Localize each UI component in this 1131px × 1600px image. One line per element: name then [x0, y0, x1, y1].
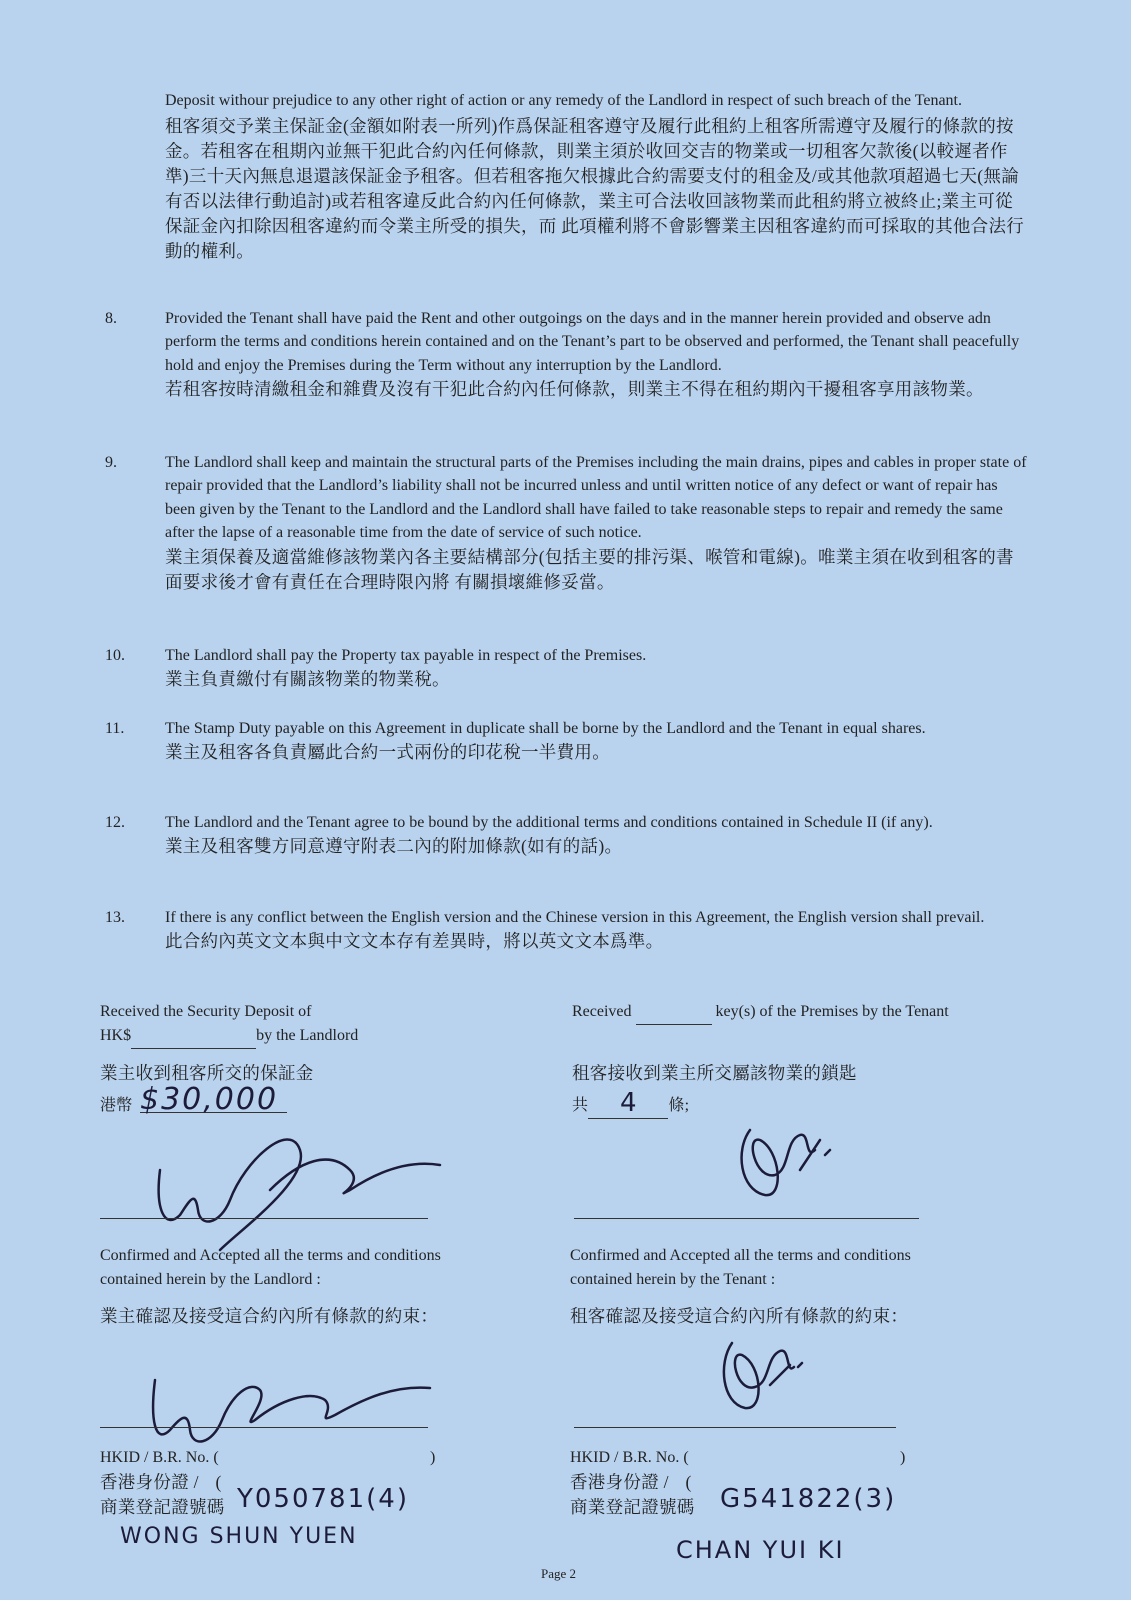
clause-zh: 業主須保養及適當維修該物業內各主要結構部分(包括主要的排污渠、喉管和電線)。唯業主須在收到租客的書面要求後才會有責任在合理時限內將 有關損壞維修妥當。 [165, 546, 1014, 592]
hkid-close-paren: ) [430, 1449, 436, 1466]
by-landlord-label: by the Landlord [256, 1027, 359, 1044]
landlord-deposit-block [100, 1000, 520, 1086]
clause-zh: 業主負責繳付有關該物業的物業稅。 [165, 669, 450, 690]
received-label: Received [572, 1003, 632, 1020]
confirm-en-2: contained herein by the Landlord : [100, 1271, 321, 1288]
clause-en: The Landlord shall pay the Property tax payable in respect of the Premises. [165, 647, 647, 664]
confirm-en-2: contained herein by the Tenant : [570, 1271, 776, 1288]
clause-zh: 業主及租客雙方同意遵守附表二內的附加條款(如有的話)。 [165, 836, 623, 857]
hkid-zh-1: 香港身份證 / [570, 1472, 669, 1492]
deposit-hk-label-zh: 港幣 [100, 1097, 133, 1114]
landlord-signature-line-1 [100, 1218, 428, 1219]
hkid-zh-2: 商業登記證號碼 [100, 1497, 225, 1517]
intro-zh: 租客須交予業主保証金(金額如附表一所列)作爲保証租客遵守及履行此租約上租客所需遵守及履行的條款的按金。若租客在租期內並無干犯此合約內任何條款，則業主須於收回交吉的物業或一切租客欠款後(以較遲者作準)三十天內無息退還該保証金予租客。但若租客拖欠根據此合約需要支付的租金及/或其他款項超過七天(無論有否以法律行動追討)或若租客違反此合約內任何條款，業主可合法收回該物業而此租約將立被終止;業主可從保証金內扣除因租客違約而令業主所受的損失，而 此項權利將不會影響業主因租客違約而可採取的其他合法行動的權利。 [165, 116, 1025, 262]
hkid-open-paren: ( [685, 1472, 692, 1492]
hkid-zh-1: 香港身份證 / [100, 1472, 199, 1492]
tenant-keys-block [572, 1000, 1012, 1086]
landlord-hkid-handwritten: Y050781(4) [237, 1484, 409, 1514]
tenant-signature-2 [710, 1325, 820, 1420]
confirm-en-1: Confirmed and Accepted all the terms and conditions [100, 1247, 441, 1264]
clause-en: If there is any conflict between the English version and the Chinese version in this Agreement, the English version shall prevail. [165, 909, 985, 926]
intro-paragraph [165, 89, 1027, 264]
keys-count-suffix: 條; [668, 1097, 690, 1114]
clause-10 [105, 644, 1027, 692]
clause-number: 10. [105, 647, 125, 664]
keys-label-zh: 租客接收到業主所交屬該物業的鎖匙 [572, 1063, 857, 1083]
clause-en: Provided the Tenant shall have paid the Rent and other outgoings on the days and in the manner herein provided and observe adn perform the terms and conditions herein contained and on the Tenant’s part to be observed and performed, the Tenant shall peacefully hold and enjoy the Premises during the Term without any interruption by the Landlord. [165, 310, 1020, 374]
tenant-signature-line-1 [574, 1218, 919, 1219]
deposit-label-en: Received the Security Deposit of [100, 1003, 312, 1020]
hkid-label-en [570, 1446, 910, 1470]
deposit-amount-handwritten: $30,000 [140, 1082, 279, 1117]
clause-en: The Stamp Duty payable on this Agreement in duplicate shall be borne by the Landlord and the Tenant in equal shares. [165, 720, 926, 737]
landlord-signature-line-2 [100, 1427, 428, 1428]
clause-12 [105, 811, 1027, 859]
landlord-signature-1 [150, 1130, 450, 1260]
landlord-confirm-block [100, 1244, 540, 1329]
tenant-signature-1 [730, 1110, 850, 1205]
tenant-signature-line-2 [574, 1427, 896, 1428]
clause-zh: 若租客按時清繳租金和雜費及沒有干犯此合約內任何條款，則業主不得在租約期內干擾租客享用該物業。 [165, 379, 984, 400]
clause-number: 11. [105, 720, 125, 737]
tenant-name-handwritten: CHAN YUI KI [676, 1536, 845, 1564]
clause-number: 12. [105, 814, 125, 831]
confirm-en-1: Confirmed and Accepted all the terms and conditions [570, 1247, 911, 1264]
clause-en: The Landlord and the Tenant agree to be bound by the additional terms and conditions contained in Schedule II (if any). [165, 814, 933, 831]
tenant-hkid-handwritten: G541822(3) [720, 1484, 897, 1514]
landlord-name-handwritten: WONG SHUN YUEN [120, 1524, 358, 1549]
deposit-blank [131, 1024, 256, 1049]
clause-9 [105, 451, 1027, 595]
deposit-line-en [100, 1024, 520, 1049]
hkid-close-paren: ) [900, 1449, 906, 1466]
clause-zh: 業主及租客各負責屬此合約一式兩份的印花稅一半費用。 [165, 742, 610, 763]
hkid-label-en [100, 1446, 460, 1470]
hkid-open-paren: ( [215, 1472, 222, 1492]
intro-en: Deposit withour prejudice to any other right of action or any remedy of the Landlord in respect of such breach of the Tenant. [165, 92, 962, 109]
deposit-label-zh: 業主收到租客所交的保証金 [100, 1063, 314, 1083]
clause-en: The Landlord shall keep and maintain the structural parts of the Premises including the main drains, pipes and cables in proper state of repair provided that the Landlord’s liability shall not be incurred unless and until written notice of any defect or want of repair has been given by the Tenant to the Landlord and the Landlord shall have failed to take reasonable steps to repair and remedy the same after the lapse of a reasonable time from the date of service of such notice. [165, 454, 1027, 542]
landlord-signature-2 [140, 1350, 440, 1460]
clause-number: 13. [105, 909, 125, 926]
hkid-zh-2: 商業登記證號碼 [570, 1497, 695, 1517]
clause-zh: 此合約內英文文本與中文文本存有差異時，將以英文文本爲準。 [165, 931, 664, 952]
keys-count-prefix: 共 [572, 1097, 589, 1114]
keys-blank [636, 1000, 712, 1025]
hkid-en: HKID / B.R. No. ( [100, 1449, 219, 1466]
keys-label-en [572, 1000, 1012, 1025]
clause-13 [105, 906, 1027, 954]
page-number: Page 2 [541, 1566, 577, 1581]
hk-dollar-label: HK$ [100, 1027, 132, 1044]
keys-of-premises-label: key(s) of the Premises by the Tenant [715, 1003, 949, 1020]
confirm-zh: 業主確認及接受這合約內所有條款的約束： [100, 1306, 439, 1326]
confirm-zh: 租客確認及接受這合約內所有條款的約束： [570, 1306, 909, 1326]
hkid-en: HKID / B.R. No. ( [570, 1449, 689, 1466]
clause-number: 8. [105, 310, 117, 327]
clause-8 [105, 307, 1027, 402]
clause-11 [105, 717, 1027, 765]
tenant-confirm-block [570, 1244, 1010, 1329]
keys-count-handwritten: 4 [620, 1088, 639, 1118]
clause-number: 9. [105, 454, 117, 471]
